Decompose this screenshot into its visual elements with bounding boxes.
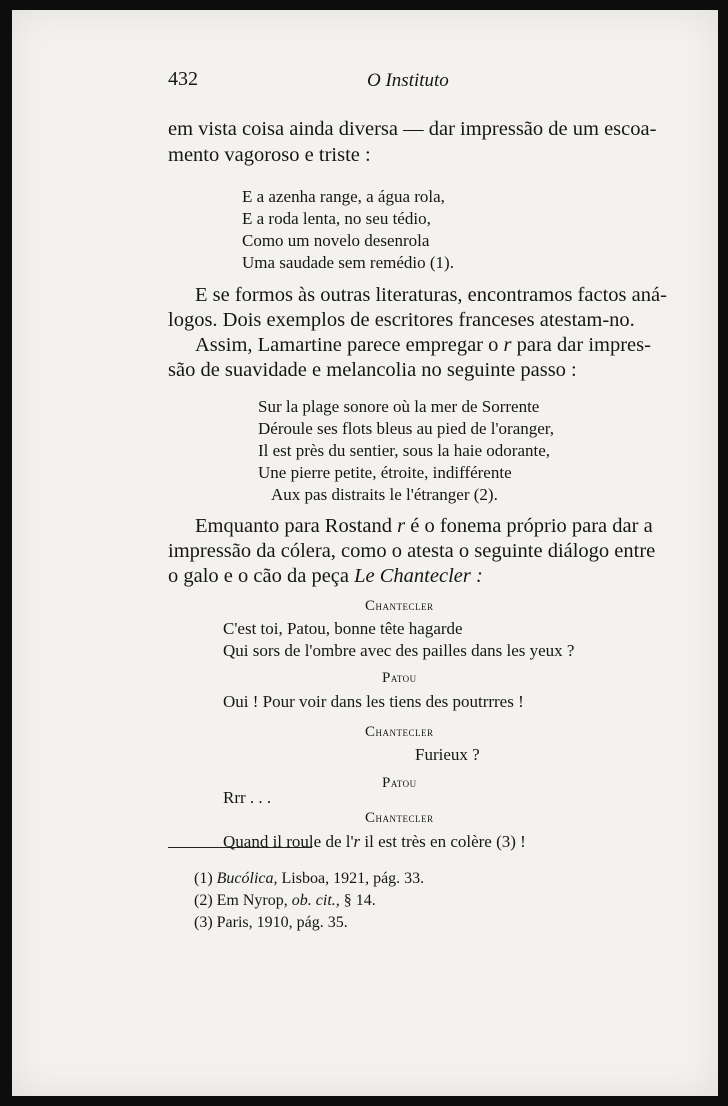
dialogue-line: C'est toi, Patou, bonne tête hagarde xyxy=(223,619,463,638)
footnote-rule xyxy=(168,847,312,848)
speaker-name: Patou xyxy=(382,775,417,791)
body-line: Emquanto para Rostand r é o fonema próprio para dar a xyxy=(195,515,653,537)
dialogue-line: Quand il roule de l'r il est très en colère (3) ! xyxy=(223,832,526,851)
speaker-name: Patou xyxy=(382,670,417,686)
dialogue-line: Qui sors de l'ombre avec des pailles dans les yeux ? xyxy=(223,641,575,660)
body-line: em vista coisa ainda diversa — dar impressão de um escoa- xyxy=(168,118,657,140)
speaker-name: Chantecler xyxy=(365,724,434,740)
footnote: (1) Bucólica, Lisboa, 1921, pág. 33. xyxy=(194,870,425,887)
book-page xyxy=(12,10,718,1096)
body-line: são de suavidade e melancolia no seguinte passo : xyxy=(168,359,577,381)
dialogue-line: Rrr . . . xyxy=(223,788,272,807)
body-line: impressão da cólera, como o atesta o seguinte diálogo entre xyxy=(168,540,656,562)
french-verse: Une pierre petite, étroite, indifférente xyxy=(258,463,512,482)
poem-line: E a azenha range, a água rola, xyxy=(242,187,445,206)
french-verse: Sur la plage sonore où la mer de Sorrente xyxy=(258,397,540,416)
body-line: logos. Dois exemplos de escritores franceses atestam-no. xyxy=(168,309,635,331)
dialogue-line: Oui ! Pour voir dans les tiens des poutrrres ! xyxy=(223,692,524,711)
running-title: O Instituto xyxy=(367,70,449,91)
footnote: (2) Em Nyrop, ob. cit., § 14. xyxy=(194,892,376,909)
speaker-name: Chantecler xyxy=(365,598,434,614)
poem-line: Uma saudade sem remédio (1). xyxy=(242,253,454,272)
poem-line: E a roda lenta, no seu tédio, xyxy=(242,209,431,228)
french-verse: Aux pas distraits le l'étranger (2). xyxy=(271,485,498,504)
page-number: 432 xyxy=(168,68,198,90)
body-line: Assim, Lamartine parece empregar o r para dar impres- xyxy=(195,334,651,356)
french-verse: Déroule ses flots bleus au pied de l'oranger, xyxy=(258,419,555,438)
speaker-name: Chantecler xyxy=(365,810,434,826)
body-line: E se formos às outras literaturas, encontramos factos aná- xyxy=(195,284,667,306)
body-line: o galo e o cão da peça Le Chantecler : xyxy=(168,565,483,587)
footnote: (3) Paris, 1910, pág. 35. xyxy=(194,914,348,931)
body-line: mento vagoroso e triste : xyxy=(168,144,371,166)
poem-line: Como um novelo desenrola xyxy=(242,231,430,250)
dialogue-line: Furieux ? xyxy=(415,745,480,764)
french-verse: Il est près du sentier, sous la haie odorante, xyxy=(258,441,551,460)
